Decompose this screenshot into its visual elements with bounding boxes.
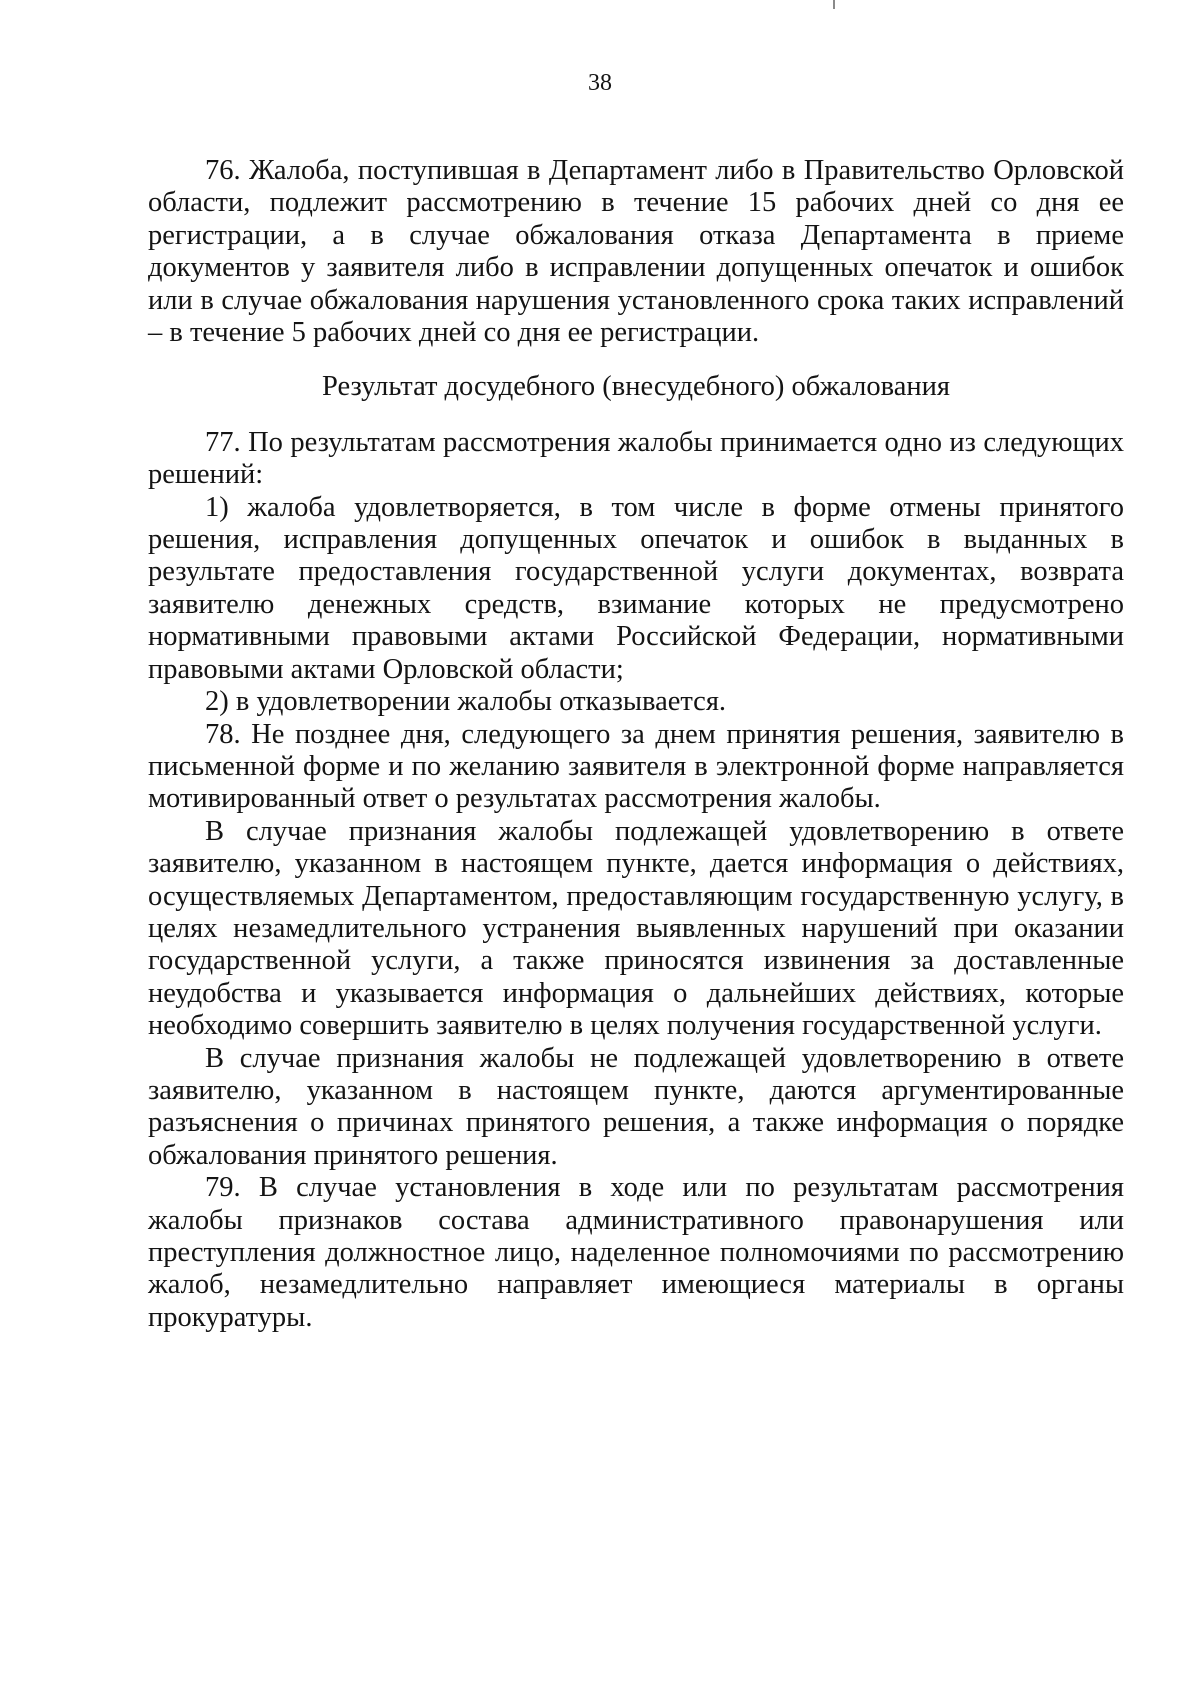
paragraph-79: 79. В случае установления в ходе или по результатам рассмотрения жалобы признаков состава административного правонарушения или преступления должностное лицо, наделенное полномочиями по рассмотрению жалоб, незамедлительно направляет имеющиеся материалы в органы прокуратуры. bbox=[148, 1172, 1124, 1333]
document-body bbox=[148, 155, 1124, 1334]
paragraph-76: 76. Жалоба, поступившая в Департамент либо в Правительство Орловской области, подлежит рассмотрению в течение 15 рабочих дней со дня ее регистрации, а в случае обжалования отказа Департамента в приеме документов у заявителя либо в исправлении допущенных опечаток и ошибок или в случае обжалования нарушения установленного срока таких исправлений – в течение 5 рабочих дней со дня ее регистрации. bbox=[148, 155, 1124, 349]
paragraph-78-satisfied-case: В случае признания жалобы подлежащей удовлетворению в ответе заявителю, указанном в настоящем пункте, дается информация о действиях, осуществляемых Департаментом, предоставляющим государственную услугу, в целях незамедлительного устранения выявленных нарушений при оказании государственной услуги, а также приносятся извинения за доставленные неудобства и указывается информация о дальнейших действиях, которые необходимо совершить заявителю в целях получения государственной услуги. bbox=[148, 815, 1124, 1042]
scan-artifact-mark bbox=[833, 0, 835, 9]
paragraph-77-item-2: 2) в удовлетворении жалобы отказывается. bbox=[205, 686, 727, 718]
paragraph-78-rejected-case: В случае признания жалобы не подлежащей удовлетворению в ответе заявителю, указанном в настоящем пункте, даются аргументированные разъяснения о причинах принятого решения, а также информация о порядке обжалования принятого решения. bbox=[148, 1042, 1124, 1171]
paragraph-78: 78. Не позднее дня, следующего за днем принятия решения, заявителю в письменной форме и по желанию заявителя в электронной форме направляется мотивированный ответ о результатах рассмотрения жалобы. bbox=[148, 718, 1124, 815]
page-number: 38 bbox=[588, 70, 612, 96]
paragraph-77: 77. По результатам рассмотрения жалобы принимается одно из следующих решений: bbox=[148, 426, 1124, 491]
paragraph-77-item-1: 1) жалоба удовлетворяется, в том числе в форме отмены принятого решения, исправления допущенных опечаток и ошибок в выданных в результате предоставления государственной услуги документах, возврата заявителю денежных средств, взимание которых не предусмотрено нормативными правовыми актами Российской Федерации, нормативными правовыми актами Орловской области; bbox=[148, 491, 1124, 685]
section-heading: Результат досудебного (внесудебного) обжалования bbox=[322, 371, 950, 403]
